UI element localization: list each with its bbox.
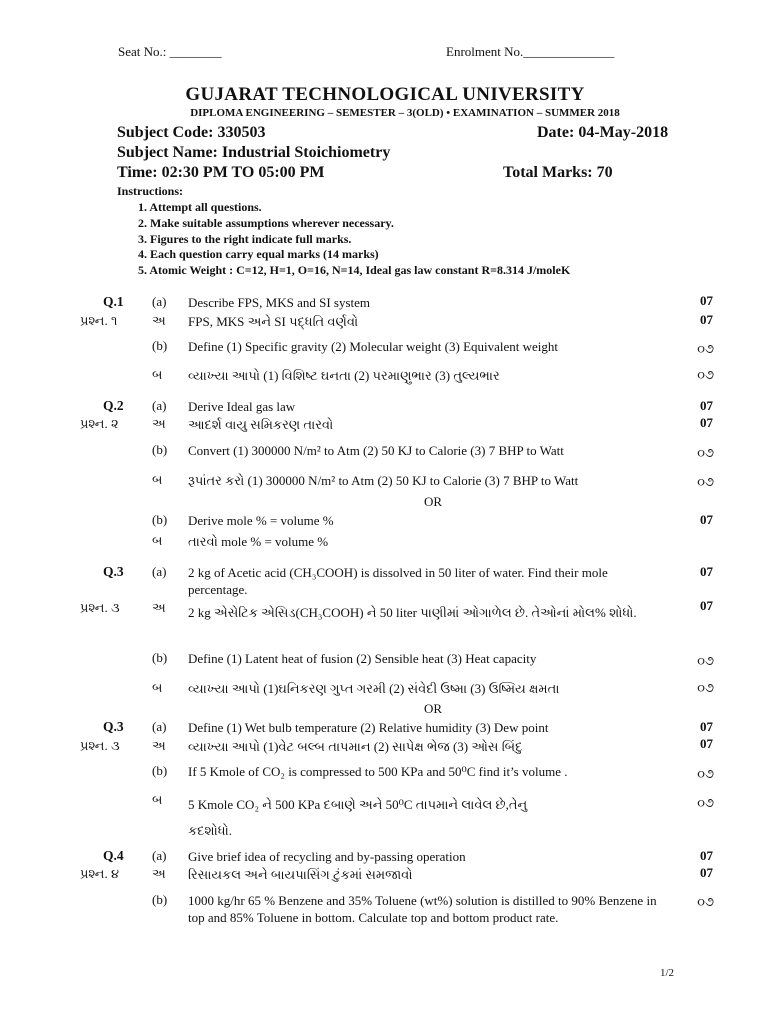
university-title: GUJARAT TECHNOLOGICAL UNIVERSITY [185, 84, 585, 105]
sub-label-gujarati: અ [152, 416, 166, 431]
marks: ૦૭ [697, 680, 714, 695]
sub-label-gujarati: બ [152, 680, 163, 695]
instructions-title: Instructions: [117, 184, 184, 198]
marks: ૦૭ [697, 894, 714, 909]
sub-label-gujarati: અ [152, 866, 166, 881]
marks: 07 [700, 598, 713, 613]
sub-label: (a) [152, 398, 167, 413]
enrolment-number: Enrolment No.______________ [446, 44, 615, 59]
instruction-item: 5. Atomic Weight : C=12, H=1, O=16, N=14, Ideal gas law constant R=8.314 J/moleK [138, 263, 571, 277]
marks: 07 [700, 564, 713, 579]
marks: 07 [700, 865, 713, 880]
question-label: Q.4 [103, 848, 124, 863]
marks: ૦૭ [697, 795, 714, 810]
question-text: Define (1) Specific gravity (2) Molecular weight (3) Equivalent weight [188, 339, 559, 354]
marks: 07 [700, 848, 713, 863]
question-label-gujarati: પ્રશ્ન. ૪ [80, 866, 120, 881]
sub-label-gujarati: બ [152, 533, 163, 548]
sub-label: (a) [152, 848, 167, 863]
marks: ૦૭ [697, 766, 714, 781]
question-label-gujarati: પ્રશ્ન. ૩ [80, 738, 120, 753]
subject-code: Subject Code: 330503 [117, 124, 266, 141]
total-marks: Total Marks: 70 [503, 164, 613, 181]
question-text: Derive mole % = volume % [188, 513, 334, 528]
marks: ૦૭ [697, 445, 714, 460]
question-text: 1000 kg/hr 65 % Benzene and 35% Toluene (wt%) solution is distilled to 90% Benzene in top and 85% Toluene in bottom. Calculate top and bottom product rate. [188, 893, 657, 925]
question-label-gujarati: પ્રશ્ન. ૧ [80, 313, 118, 328]
question-text: 2 kg of Acetic acid (CH₃COOH) is dissolved in 50 liter of water. Find their mole percentage. [188, 565, 608, 597]
sub-label-gujarati: બ [152, 472, 163, 487]
sub-label: (b) [152, 512, 168, 527]
question-text-gujarati: રૂપાંતર કરો (1) 300000 N/m² to Atm (2) 50 KJ to Calorie (3) 7 BHP to Watt [188, 473, 579, 488]
sub-label-gujarati: અ [152, 313, 166, 328]
exam-line: DIPLOMA ENGINEERING – SEMESTER – 3(OLD) • EXAMINATION – SUMMER 2018 [190, 107, 620, 119]
question-label: Q.3 [103, 564, 124, 579]
question-text: Convert (1) 300000 N/m² to Atm (2) 50 KJ to Calorie (3) 7 BHP to Watt [188, 443, 564, 458]
marks: ૦૭ [697, 367, 714, 382]
page-number: 1/2 [659, 967, 674, 979]
sub-label: (a) [152, 564, 167, 579]
sub-label: (a) [152, 294, 167, 309]
sub-label-gujarati: અ [152, 600, 166, 615]
question-label: Q.1 [103, 294, 124, 309]
question-text-gujarati: વ્યાખ્યા આપો (1)ઘનિકરણ ગુપ્ત ગરમી (2) સંવેદી ઉષ્મા (3) ઉષ્મિય ક્ષમતા [188, 681, 560, 696]
question-text: Describe FPS, MKS and SI system [188, 295, 371, 310]
question-label-gujarati: પ્રશ્ન. ૩ [80, 600, 120, 615]
marks: 07 [700, 719, 713, 734]
marks: 07 [700, 512, 713, 527]
sub-label: (b) [152, 892, 168, 907]
marks: 07 [700, 293, 713, 308]
or-separator: OR [423, 494, 443, 509]
question-label-gujarati: પ્રશ્ન. ૨ [80, 416, 119, 431]
exam-date: Date: 04-May-2018 [537, 124, 669, 141]
question-text-gujarati: 2 kg એસેટિક એસિડ(CH₃COOH) ને 50 liter પાણીમાં ઓગાળેલ છે. તેઓનાં મોલ% શોધો. [188, 605, 637, 620]
marks: ૦૭ [697, 341, 714, 356]
sub-label-gujarati: અ [152, 738, 166, 753]
sub-label: (b) [152, 442, 168, 457]
marks: 07 [700, 736, 713, 751]
question-text: Give brief idea of recycling and by-passing operation [188, 849, 466, 864]
question-text-gujarati: વ્યાખ્યા આપો (1) વિશિષ્ટ ઘનતા (2) પરમાણુભાર (3) તુલ્યભાર [188, 368, 500, 383]
marks: ૦૭ [697, 474, 714, 489]
instruction-item: 1. Attempt all questions. [138, 200, 262, 214]
marks: ૦૭ [697, 653, 714, 668]
marks: 07 [700, 312, 713, 327]
question-text-gujarati: 5 Kmole CO₂ ને 500 KPa દબાણે અને 50⁰C તાપમાને લાવેલ છે,તેનુ કદશોધો. [188, 797, 528, 838]
sub-label: (b) [152, 338, 168, 353]
sub-label-gujarati: બ [152, 792, 163, 807]
question-text: If 5 Kmole of CO₂ is compressed to 500 KPa and 50⁰C find it’s volume . [188, 764, 568, 779]
instruction-item: 2. Make suitable assumptions wherever necessary. [138, 216, 394, 230]
instruction-item: 4. Each question carry equal marks (14 marks) [138, 247, 379, 261]
question-text: Define (1) Wet bulb temperature (2) Relative humidity (3) Dew point [188, 720, 549, 735]
sub-label: (b) [152, 650, 168, 665]
question-text: Define (1) Latent heat of fusion (2) Sensible heat (3) Heat capacity [188, 651, 537, 666]
question-label: Q.3 [103, 719, 124, 734]
question-text-gujarati: તારવો mole % = volume % [188, 534, 329, 549]
sub-label-gujarati: બ [152, 367, 163, 382]
sub-label: (a) [152, 719, 167, 734]
sub-label: (b) [152, 763, 168, 778]
marks: 07 [700, 415, 713, 430]
question-label: Q.2 [103, 398, 124, 413]
seat-number: Seat No.: ________ [118, 44, 222, 59]
marks: 07 [700, 398, 713, 413]
question-text: Derive Ideal gas law [188, 399, 296, 414]
instruction-item: 3. Figures to the right indicate full marks. [138, 232, 352, 246]
question-text-gujarati: આદર્શ વાયુ સમિકરણ તારવો [188, 417, 334, 432]
question-text-gujarati: FPS, MKS અને SI પદ્ધતિ વર્ણવો [188, 314, 359, 329]
or-separator: OR [423, 701, 443, 716]
subject-name: Subject Name: Industrial Stoichiometry [117, 144, 391, 161]
question-text-gujarati: રિસાયકલ અને બાયપાસિંગ ટુંકમાં સમજાવો [188, 867, 413, 882]
question-text-gujarati: વ્યાખ્યા આપો (1)વેટ બલ્બ તાપમાન (2) સાપેક્ષ ભેજ (3) ઓસ બિંદુ [188, 739, 523, 754]
exam-time: Time: 02:30 PM TO 05:00 PM [117, 164, 325, 181]
